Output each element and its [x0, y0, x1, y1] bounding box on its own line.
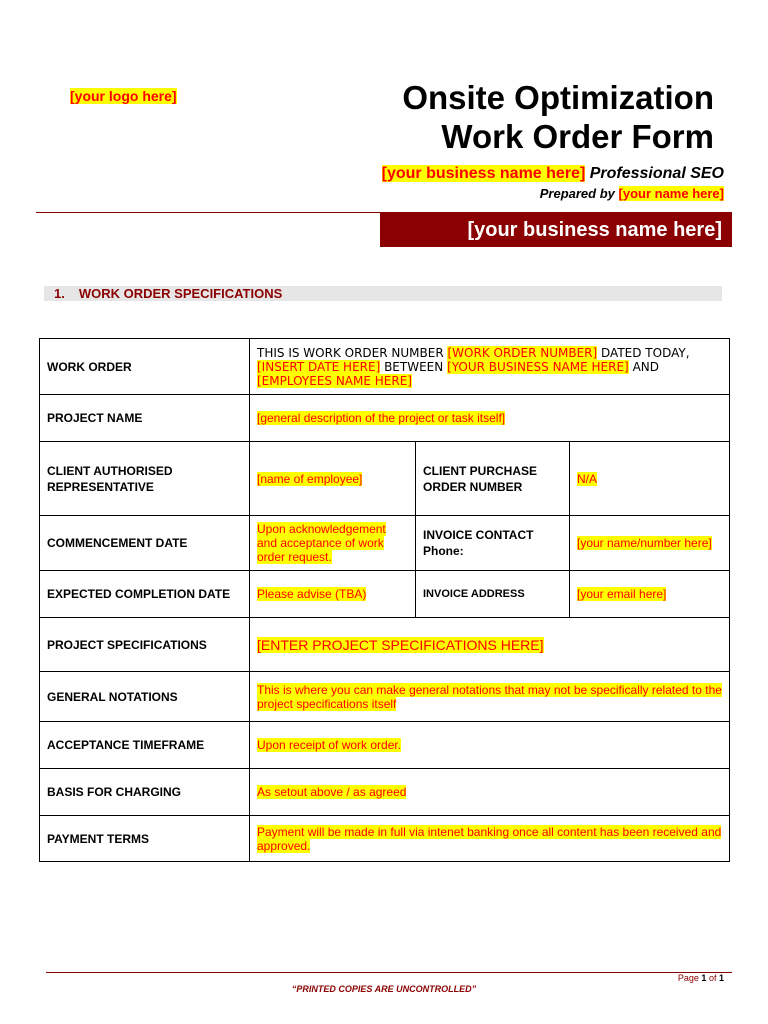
acceptance-value [250, 722, 730, 769]
work-order-text-3: BETWEEN [384, 359, 444, 374]
project-specs-placeholder: [ENTER PROJECT SPECIFICATIONS HERE] [257, 636, 544, 653]
client-po-placeholder: N/A [577, 471, 598, 486]
prepared-by-label: Prepared by [539, 186, 615, 201]
invoice-address-placeholder: [your email here] [577, 587, 667, 601]
work-order-number-placeholder: [WORK ORDER NUMBER] [447, 345, 598, 360]
table-row [40, 516, 730, 571]
payment-value [250, 816, 730, 862]
invoice-address-label: INVOICE ADDRESS [416, 571, 570, 618]
section-number: 1. [54, 286, 65, 301]
general-notations-placeholder: This is where you can make general notations that may not be specifically related to the project specifications itself [257, 682, 722, 711]
phone-label: Phone: [423, 544, 464, 558]
payment-label: PAYMENT TERMS [40, 816, 250, 862]
general-notations-value [250, 672, 730, 722]
work-order-text-2: DATED TODAY, [601, 345, 690, 360]
footer-divider [46, 972, 732, 973]
commencement-label: COMMENCEMENT DATE [40, 516, 250, 571]
work-order-text-4: AND [632, 359, 659, 374]
project-name-placeholder: [general description of the project or task itself] [257, 411, 506, 425]
table-row [40, 339, 730, 395]
logo-placeholder: [your logo here] [70, 88, 177, 104]
page-number [678, 973, 724, 983]
date-placeholder: [INSERT DATE HERE] [257, 359, 381, 374]
table-row [40, 769, 730, 816]
invoice-contact-placeholder: [your name/number here] [577, 536, 712, 550]
client-rep-value [250, 442, 416, 516]
charging-placeholder: As setout above / as agreed [257, 785, 407, 799]
acceptance-placeholder: Upon receipt of work order. [257, 738, 402, 752]
table-row [40, 395, 730, 442]
professional-seo-text: Professional SEO [589, 165, 724, 182]
project-specs-value [250, 618, 730, 672]
project-specs-label: PROJECT SPECIFICATIONS [40, 618, 250, 672]
project-name-value [250, 395, 730, 442]
title-line-1: Onsite Optimization [402, 79, 714, 116]
client-rep-placeholder: [name of employee] [257, 471, 363, 486]
payment-placeholder: Payment will be made in full via intenet banking once all content has been received and approved. [257, 824, 722, 853]
employees-name-placeholder: [EMPLOYEES NAME HERE] [257, 373, 412, 388]
table-row [40, 672, 730, 722]
invoice-contact-value [570, 516, 730, 571]
section-heading [44, 286, 722, 301]
of-label: of [708, 973, 717, 983]
commencement-value [250, 516, 416, 571]
page-current: 1 [701, 973, 707, 983]
acceptance-label: ACCEPTANCE TIMEFRAME [40, 722, 250, 769]
section-title: WORK ORDER SPECIFICATIONS [78, 286, 283, 301]
uncontrolled-notice: “PRINTED COPIES ARE UNCONTROLLED” [291, 984, 477, 994]
page-title [402, 78, 714, 156]
table-row [40, 618, 730, 672]
work-order-value [250, 339, 730, 395]
invoice-address-value [570, 571, 730, 618]
table-row [40, 722, 730, 769]
page-label: Page [677, 973, 699, 983]
invoice-contact-label [416, 516, 570, 571]
invoice-contact-title: INVOICE CONTACT [423, 528, 534, 542]
work-order-table [39, 338, 730, 862]
table-row [40, 571, 730, 618]
business-line [382, 165, 724, 183]
business-name-banner: [your business name here] [380, 213, 732, 247]
work-order-text-1: THIS IS WORK ORDER NUMBER [257, 345, 444, 360]
title-line-2: Work Order Form [441, 118, 714, 155]
page-total: 1 [718, 973, 724, 983]
completion-value [250, 571, 416, 618]
completion-placeholder: Please advise (TBA) [257, 587, 367, 601]
client-rep-label: CLIENT AUTHORISED REPRESENTATIVE [40, 442, 250, 516]
prepared-by-line [540, 186, 724, 201]
your-name-placeholder: [your name here] [618, 186, 724, 201]
charging-value [250, 769, 730, 816]
work-order-label: WORK ORDER [40, 339, 250, 395]
general-notations-label: GENERAL NOTATIONS [40, 672, 250, 722]
business-name-cell-placeholder: [YOUR BUSINESS NAME HERE] [447, 359, 629, 374]
table-row [40, 442, 730, 516]
commencement-placeholder: Upon acknowledgement and acceptance of work order request. [257, 522, 386, 564]
completion-label: EXPECTED COMPLETION DATE [40, 571, 250, 618]
table-row [40, 816, 730, 862]
business-name-placeholder: [your business name here] [381, 165, 586, 182]
client-po-value [570, 442, 730, 516]
project-name-label: PROJECT NAME [40, 395, 250, 442]
charging-label: BASIS FOR CHARGING [40, 769, 250, 816]
client-po-label: CLIENT PURCHASE ORDER NUMBER [416, 442, 570, 516]
